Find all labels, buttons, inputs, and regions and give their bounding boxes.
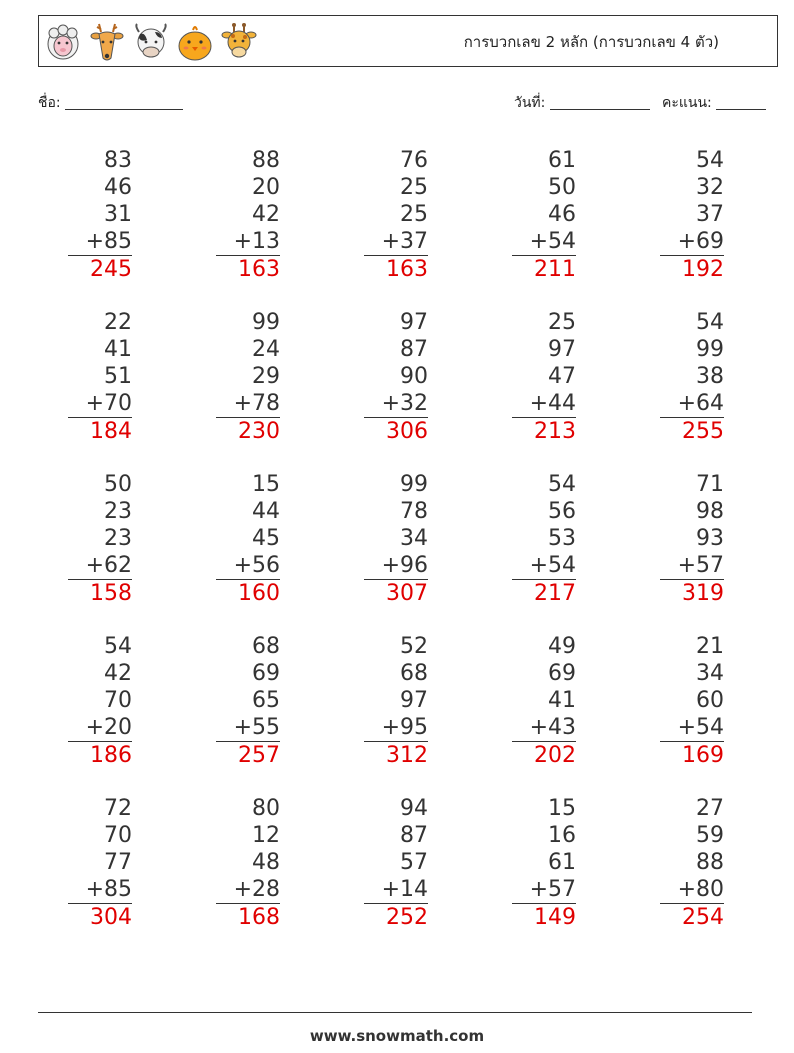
date-blank (550, 95, 650, 110)
addend: 61 (548, 148, 576, 173)
answer: 304 (90, 905, 132, 930)
addend: 15 (548, 796, 576, 821)
addend: +54 (512, 552, 576, 580)
addend: 34 (400, 526, 428, 551)
deer-icon (87, 20, 127, 64)
addition-problem (364, 633, 428, 769)
addend: 21 (696, 634, 724, 659)
worksheet-header (38, 15, 778, 67)
addition-problem (364, 795, 428, 931)
answer: 230 (238, 419, 280, 444)
addend: 87 (400, 337, 428, 362)
answer: 160 (238, 581, 280, 606)
addend: +28 (216, 876, 280, 904)
addition-problem (512, 633, 576, 769)
addition-problem (68, 633, 132, 769)
addend: +70 (68, 390, 132, 418)
addend: 98 (696, 499, 724, 524)
name-blank (65, 95, 183, 110)
answer: 158 (90, 581, 132, 606)
answer: 319 (682, 581, 724, 606)
addition-problem (512, 795, 576, 931)
addend: 15 (252, 472, 280, 497)
addition-problem (216, 309, 280, 445)
date-label: วันที่: (514, 95, 546, 111)
addend: +62 (68, 552, 132, 580)
addend: 41 (104, 337, 132, 362)
answer: 217 (534, 581, 576, 606)
answer: 168 (238, 905, 280, 930)
answer: 149 (534, 905, 576, 930)
addend: 25 (400, 175, 428, 200)
score-blank (716, 95, 766, 110)
addend: +55 (216, 714, 280, 742)
addend: 38 (696, 364, 724, 389)
addend: +14 (364, 876, 428, 904)
addend: 52 (400, 634, 428, 659)
answer: 192 (682, 257, 724, 282)
score-label: คะแนน: (662, 95, 712, 111)
addend: 97 (548, 337, 576, 362)
addend: 99 (696, 337, 724, 362)
footer-site: www.snowmath.com (309, 1027, 485, 1045)
addend: 69 (548, 661, 576, 686)
addend: 22 (104, 310, 132, 335)
addend: 50 (104, 472, 132, 497)
addend: 25 (548, 310, 576, 335)
addend: 32 (696, 175, 724, 200)
answer: 184 (90, 419, 132, 444)
addend: 69 (252, 661, 280, 686)
addition-problem (660, 309, 724, 445)
addend: 94 (400, 796, 428, 821)
answer: 252 (386, 905, 428, 930)
addition-problem (512, 471, 576, 607)
addend: +56 (216, 552, 280, 580)
addition-problem (216, 471, 280, 607)
chick-icon (175, 20, 215, 64)
addend: 44 (252, 499, 280, 524)
addend: 46 (548, 202, 576, 227)
addend: 54 (104, 634, 132, 659)
addition-problem (68, 309, 132, 445)
addend: +85 (68, 876, 132, 904)
addend: 78 (400, 499, 428, 524)
addend: 27 (696, 796, 724, 821)
addition-problem (68, 795, 132, 931)
worksheet-title: การบวกเลข 2 หลัก (การบวกเลข 4 ตัว) (463, 33, 719, 51)
addition-problem (216, 147, 280, 283)
answer: 186 (90, 743, 132, 768)
answer: 211 (534, 257, 576, 282)
addend: 93 (696, 526, 724, 551)
addend: 68 (400, 661, 428, 686)
addend: 53 (548, 526, 576, 551)
answer: 202 (534, 743, 576, 768)
addend: +57 (512, 876, 576, 904)
addend: 80 (252, 796, 280, 821)
sheep-icon (43, 20, 83, 64)
cow-icon (131, 20, 171, 64)
addend: +85 (68, 228, 132, 256)
addition-problem (68, 471, 132, 607)
footer-divider (38, 1012, 752, 1013)
name-label: ชื่อ: (38, 95, 61, 111)
addition-problem (512, 147, 576, 283)
addend: 99 (252, 310, 280, 335)
addend: +32 (364, 390, 428, 418)
addend: 71 (696, 472, 724, 497)
addend: +69 (660, 228, 724, 256)
addend: +96 (364, 552, 428, 580)
addition-problem (364, 471, 428, 607)
addend: +57 (660, 552, 724, 580)
addend: 68 (252, 634, 280, 659)
addend: 47 (548, 364, 576, 389)
addend: +64 (660, 390, 724, 418)
addend: 60 (696, 688, 724, 713)
addend: 29 (252, 364, 280, 389)
addend: 70 (104, 688, 132, 713)
addend: 76 (400, 148, 428, 173)
addend: +44 (512, 390, 576, 418)
addend: 12 (252, 823, 280, 848)
answer: 254 (682, 905, 724, 930)
addend: 46 (104, 175, 132, 200)
animal-icons (43, 20, 259, 64)
addend: 49 (548, 634, 576, 659)
addend: 24 (252, 337, 280, 362)
addition-problem (660, 471, 724, 607)
answer: 163 (238, 257, 280, 282)
addend: 37 (696, 202, 724, 227)
date-field (514, 92, 650, 114)
addend: 20 (252, 175, 280, 200)
addition-problem (660, 795, 724, 931)
addend: +43 (512, 714, 576, 742)
addend: 77 (104, 850, 132, 875)
addend: 72 (104, 796, 132, 821)
addition-problem (660, 147, 724, 283)
answer: 306 (386, 419, 428, 444)
addend: +20 (68, 714, 132, 742)
addend: 45 (252, 526, 280, 551)
addend: +78 (216, 390, 280, 418)
answer: 257 (238, 743, 280, 768)
addend: 56 (548, 499, 576, 524)
addend: +37 (364, 228, 428, 256)
addend: 51 (104, 364, 132, 389)
addend: +95 (364, 714, 428, 742)
addend: 97 (400, 688, 428, 713)
addend: 23 (104, 526, 132, 551)
addition-problem (660, 633, 724, 769)
addend: +80 (660, 876, 724, 904)
addition-problem (216, 795, 280, 931)
addend: 41 (548, 688, 576, 713)
addend: +54 (660, 714, 724, 742)
addition-problem (364, 309, 428, 445)
addend: +54 (512, 228, 576, 256)
addend: 54 (548, 472, 576, 497)
answer: 213 (534, 419, 576, 444)
addend: 88 (252, 148, 280, 173)
answer: 307 (386, 581, 428, 606)
answer: 245 (90, 257, 132, 282)
addend: 61 (548, 850, 576, 875)
addend: 97 (400, 310, 428, 335)
giraffe-icon (219, 20, 259, 64)
addend: 42 (252, 202, 280, 227)
addend: 42 (104, 661, 132, 686)
addend: 48 (252, 850, 280, 875)
addend: 54 (696, 148, 724, 173)
addend: 25 (400, 202, 428, 227)
addend: 90 (400, 364, 428, 389)
addend: 54 (696, 310, 724, 335)
addition-problem (216, 633, 280, 769)
addition-problem (364, 147, 428, 283)
addend: 16 (548, 823, 576, 848)
name-field (38, 92, 183, 114)
addend: 65 (252, 688, 280, 713)
score-field (662, 92, 766, 114)
addend: 83 (104, 148, 132, 173)
answer: 163 (386, 257, 428, 282)
addend: 31 (104, 202, 132, 227)
addend: 50 (548, 175, 576, 200)
answer: 255 (682, 419, 724, 444)
addend: 59 (696, 823, 724, 848)
answer: 312 (386, 743, 428, 768)
addition-problem (512, 309, 576, 445)
addition-problem (68, 147, 132, 283)
addend: 87 (400, 823, 428, 848)
addend: 57 (400, 850, 428, 875)
addend: 23 (104, 499, 132, 524)
addend: 88 (696, 850, 724, 875)
addend: 34 (696, 661, 724, 686)
answer: 169 (682, 743, 724, 768)
addend: +13 (216, 228, 280, 256)
addend: 99 (400, 472, 428, 497)
addend: 70 (104, 823, 132, 848)
